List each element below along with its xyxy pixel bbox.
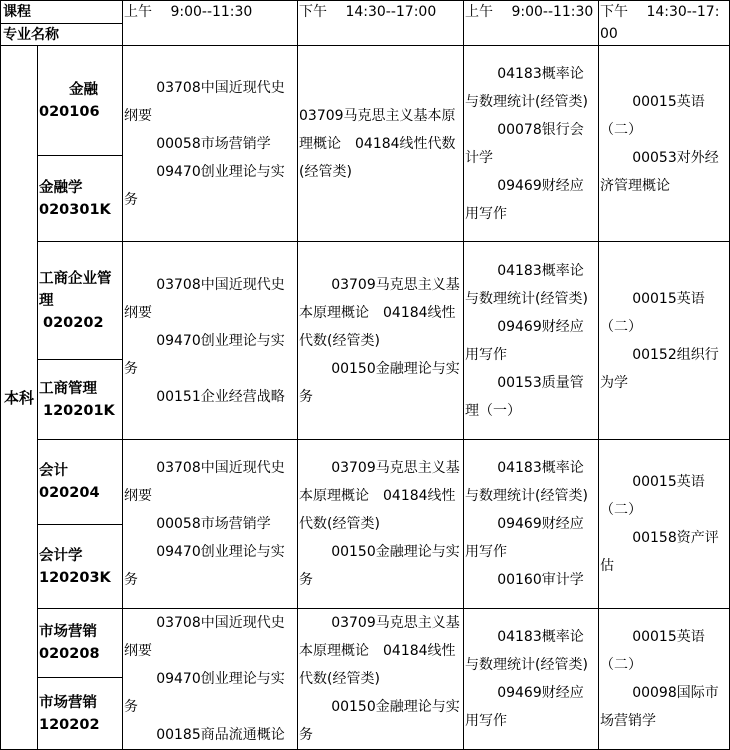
slot-cell-4	[599, 46, 730, 242]
course-item: 04183概率论与数理统计(经管类)	[465, 65, 588, 110]
major-code: 120203K	[39, 569, 111, 586]
course-item: 04183概率论与数理统计(经管类)	[465, 629, 588, 673]
major-cell	[38, 242, 123, 360]
course-item: 00150金融理论与实务	[299, 544, 460, 588]
slot-header-3: 上午 9:00--11:30	[464, 1, 599, 46]
major-code: 020208	[39, 646, 100, 663]
slot-header-2: 下午 14:30--17:00	[298, 1, 464, 46]
course-item: 00160审计学	[497, 572, 584, 588]
major-cell	[38, 156, 123, 242]
course-item: 03709马克思主义基本原理概论 04184线性代数(经管类)	[299, 107, 456, 180]
major-cell	[38, 609, 123, 678]
course-item: 00058市场营销学	[156, 135, 271, 152]
course-item: 00150金融理论与实务	[299, 699, 460, 743]
slot-cell-2	[298, 242, 464, 440]
major-row	[1, 609, 730, 678]
course-item: 04183概率论与数理统计(经管类)	[465, 262, 588, 307]
slot-cell-2	[298, 46, 464, 242]
major-name: 金融	[69, 81, 98, 98]
slot-cell-2	[298, 440, 464, 609]
course-item: 09469财经应用写作	[465, 516, 584, 560]
major-name: 市场营销	[39, 624, 97, 641]
major-row	[1, 242, 730, 360]
course-item: 03708中国近现代史纲要	[124, 79, 285, 124]
major-cell	[38, 678, 123, 750]
course-item: 03708中国近现代史纲要	[124, 276, 285, 321]
course-item: 09469财经应用写作	[465, 318, 584, 363]
slot-cell-1	[123, 609, 298, 750]
level-cell: 本科	[1, 46, 38, 750]
corner-divider	[1, 23, 122, 24]
slot-cell-2	[298, 609, 464, 750]
major-name: 会计	[39, 463, 68, 479]
slot-cell-3	[464, 242, 599, 440]
major-cell	[38, 525, 123, 609]
course-item: 00153质量管理（一）	[465, 374, 584, 419]
course-item: 09469财经应用写作	[465, 685, 584, 729]
course-item: 09470创业理论与实务	[124, 332, 285, 377]
course-item: 03708中国近现代史纲要	[124, 460, 285, 504]
course-item: 09470创业理论与实务	[124, 671, 285, 715]
course-item: 00015英语（二）	[600, 474, 705, 518]
slot-cell-4	[599, 242, 730, 440]
course-item: 09470创业理论与实务	[124, 544, 285, 588]
course-item: 03709马克思主义基本原理概论 04184线性代数(经管类)	[299, 276, 460, 349]
major-code: 020202	[43, 314, 104, 331]
slot-header-4: 下午 14:30--17:00	[599, 1, 730, 46]
major-label: 专业名称	[3, 27, 59, 43]
course-item: 00015英语（二）	[600, 629, 705, 673]
course-item: 00185商品流通概论	[156, 727, 285, 743]
course-item: 00150金融理论与实务	[299, 360, 460, 405]
course-item: 09470创业理论与实务	[124, 163, 285, 208]
major-code: 020106	[39, 103, 100, 120]
slot-cell-4	[599, 609, 730, 750]
major-cell	[38, 360, 123, 440]
course-item: 00015英语（二）	[600, 290, 705, 335]
course-item: 00058市场营销学	[156, 516, 271, 532]
slot-cell-1	[123, 440, 298, 609]
major-row	[1, 46, 730, 156]
course-item: 03708中国近现代史纲要	[124, 615, 285, 659]
major-name: 会计学	[39, 547, 83, 564]
major-name: 市场营销	[39, 694, 97, 711]
slot-cell-1	[123, 46, 298, 242]
slot-cell-4	[599, 440, 730, 609]
slot-cell-3	[464, 609, 599, 750]
major-code: 120201K	[43, 402, 115, 419]
major-name: 工商管理	[39, 380, 97, 397]
major-name: 金融学	[39, 179, 83, 196]
header-row	[1, 1, 730, 46]
slot-cell-3	[464, 440, 599, 609]
course-item: 03709马克思主义基本原理概论 04184线性代数(经管类)	[299, 615, 460, 687]
course-item: 00078银行会计学	[465, 121, 584, 166]
slot-header-1: 上午 9:00--11:30	[123, 1, 298, 46]
slot-cell-1	[123, 242, 298, 440]
major-code: 120202	[39, 716, 100, 733]
course-item: 00053对外经济管理概论	[600, 149, 719, 194]
course-item: 04183概率论与数理统计(经管类)	[465, 460, 588, 504]
course-item: 00151企业经营战略	[156, 388, 285, 405]
major-name: 工商企业管理	[39, 270, 112, 309]
course-item: 03709马克思主义基本原理概论 04184线性代数(经管类)	[299, 460, 460, 532]
course-item: 00015英语（二）	[600, 93, 705, 138]
slot-cell-3	[464, 46, 599, 242]
schedule-body	[1, 1, 730, 750]
major-cell	[38, 46, 123, 156]
course-label: 课程	[3, 4, 31, 20]
course-item: 00098国际市场营销学	[600, 685, 719, 729]
course-item: 09469财经应用写作	[465, 177, 584, 222]
course-item: 00158资产评估	[600, 530, 719, 574]
major-code: 020301K	[39, 201, 111, 218]
major-cell	[38, 440, 123, 525]
header-corner	[1, 1, 123, 46]
major-code: 020204	[39, 485, 100, 501]
major-row	[1, 440, 730, 525]
course-item: 00152组织行为学	[600, 346, 719, 391]
